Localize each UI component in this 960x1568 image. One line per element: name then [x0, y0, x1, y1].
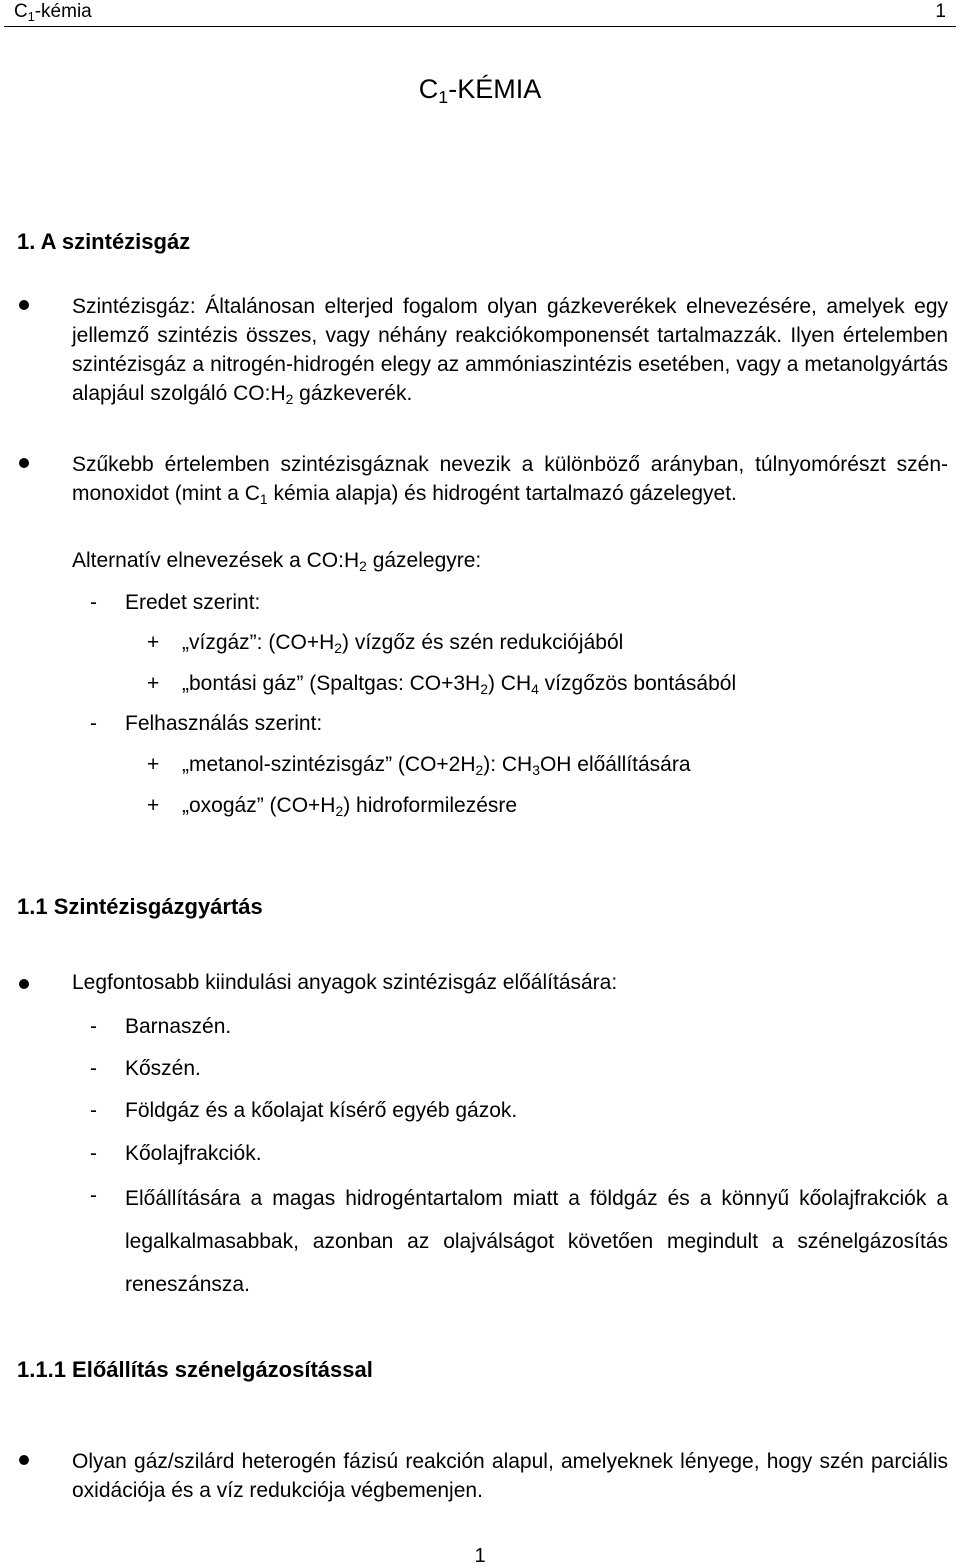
bullet-icon — [19, 458, 29, 468]
bullet-icon — [19, 300, 29, 310]
list-item: Kőolajfrakciók. — [125, 1142, 262, 1165]
dash-marker: - — [90, 1099, 97, 1122]
list-item: Kőszén. — [125, 1057, 201, 1080]
header-title: C1-kémia — [14, 1, 92, 24]
dash-marker: - — [90, 1057, 97, 1080]
paragraph-szintezisgaz: Szintézisgáz: Általánosan elterjed fogalom olyan gázkeverékek elnevezésére, amelyek egy jellemző szintézis összes, vagy néhány reakciókomponensét tartalmazzák. Ilyen értelemben szintézisgáz a nitrogén-hidrogén elegy az ammóniaszintézis esetében, vagy a metanolgyártás alapjául szolgáló CO:H2 gázkeverék. — [72, 295, 948, 408]
bullet-icon — [19, 1455, 29, 1465]
group-label-felhasznalas: Felhasználás szerint: — [125, 712, 323, 735]
header-page-number: 1 — [935, 1, 946, 22]
dash-marker: - — [90, 712, 97, 735]
dash-marker: - — [90, 1142, 97, 1165]
paragraph-szukebb: Szűkebb értelemben szintézisgáznak nevezik a különböző arányban, túlnyomórészt szén-monoxidot (mint a C1 kémia alapja) és hidrogént tartalmazó gázelegyet. — [72, 453, 948, 508]
list-item-bontasi-gaz: „bontási gáz” (Spaltgas: CO+3H2) CH4 vízgőzös bontásából — [182, 672, 737, 698]
section-heading-1-1: 1.1 Szintézisgázgyártás — [17, 894, 263, 919]
paragraph-kiindulasi: Legfontosabb kiindulási anyagok szintézisgáz előálítására: — [72, 971, 618, 994]
list-item-oxogaz: „oxogáz” (CO+H2) hidroformilezésre — [182, 794, 518, 820]
plus-marker: + — [147, 794, 160, 817]
footer-page-number: 1 — [474, 1545, 486, 1567]
paragraph-gaz-szilard: Olyan gáz/szilárd heterogén fázisú reakción alapul, amelyeknek lényege, hogy szén parciális oxidációja és a víz redukciója végbemenjen. — [72, 1450, 948, 1502]
dash-marker: - — [90, 1184, 97, 1207]
dash-marker: - — [90, 591, 97, 614]
dash-marker: - — [90, 1015, 97, 1038]
bullet-icon — [19, 979, 29, 989]
section-heading-1: 1. A szintézisgáz — [17, 229, 191, 254]
alternative-names-intro: Alternatív elnevezések a CO:H2 gázelegyre: — [72, 549, 482, 575]
list-item: Előállítására a magas hidrogéntartalom miatt a földgáz és a könnyű kőolajfrakciók a legalkalmasabbak, azonban az olajválságot követően megindult a szénelgázosítás reneszánsza. — [125, 1187, 948, 1296]
plus-marker: + — [147, 631, 160, 654]
list-item: Földgáz és a kőolajat kísérő egyéb gázok. — [125, 1099, 518, 1122]
list-item-vizgaz: „vízgáz”: (CO+H2) vízgőz és szén redukciójából — [182, 631, 624, 657]
plus-marker: + — [147, 753, 160, 776]
list-item-metanol: „metanol-szintézisgáz” (CO+2H2): CH3OH előállítására — [182, 753, 691, 779]
page-header — [4, 0, 956, 27]
group-label-eredet: Eredet szerint: — [125, 591, 261, 614]
document-title: C1-KÉMIA — [418, 74, 542, 108]
list-item: Barnaszén. — [125, 1015, 232, 1038]
plus-marker: + — [147, 672, 160, 695]
section-heading-1-1-1: 1.1.1 Előállítás szénelgázosítással — [17, 1357, 373, 1382]
